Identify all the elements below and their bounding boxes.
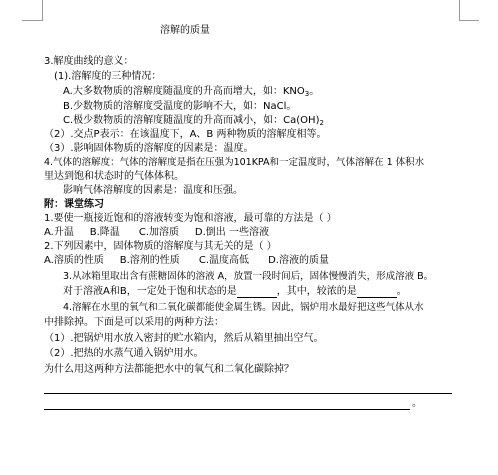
question-4-method-1: （1）.把锅炉用水放入密封的贮水箱内，然后从箱里抽出空气。 <box>44 333 324 344</box>
answer-blank-1[interactable] <box>237 288 277 298</box>
section-3-item-1: (1).溶解度的三种情况： <box>54 71 162 82</box>
section-3-item-1c-text: C.极少数物质的溶解度随温度的升高而减小，如：Ca(OH) <box>63 115 320 126</box>
question-4-method-2: （2）.把热的水蒸气通入锅炉用水。 <box>44 348 204 359</box>
question-4-line-1: 4.溶解在水里的氧气和二氧化碳都能使金属生锈。因此，锅炉用水最好把这些气体从水 <box>63 302 424 313</box>
question-1-options: A.升温 B.降温 C.加溶质 D.倒出 一些溶液 <box>44 227 269 238</box>
practice-heading: 附：课堂练习 <box>44 199 104 210</box>
question-4-line-2: 中排除掉。下面是可以采用的两种方法： <box>44 317 224 328</box>
answer-line-2[interactable] <box>44 409 410 410</box>
section-4-line-1: 4.气体的溶解度：气体的溶解度是指在压强为101KPA和一定温度时，气体溶解在 1 体积水 <box>44 157 425 168</box>
section-3-item-1c <box>63 114 324 127</box>
crop-mark-top-right-horizontal <box>459 20 479 21</box>
section-3-item-1a-subscript: 3 <box>304 90 310 98</box>
answer-line-1[interactable] <box>44 393 452 394</box>
question-3-line-1: 3.从冰箱里取出含有蔗糖固体的溶液 A，放置一段时间后，固体慢慢消失，形成溶液 B。 <box>63 271 434 282</box>
question-1: 1.要使一瓶接近饱和的溶液转变为饱和溶液，最可靠的方法是（ ） <box>44 213 337 224</box>
question-3-line-2-middle: ，其中，较浓的是 <box>276 286 357 297</box>
section-3-item-2: （2）.交点P表示：在该温度下，A、B 两种物质的溶解度相等。 <box>44 129 327 140</box>
question-4-prompt: 为什么用这两种方法都能把水中的氧气和二氧化碳除掉？ <box>44 364 294 375</box>
section-3-item-1a-text: A.大多数物质的溶解度随温度的升高而增大，如：KNO <box>63 86 305 97</box>
section-3-item-1c-subscript: 2 <box>319 119 324 127</box>
crop-mark-top-left-vertical <box>42 0 43 20</box>
section-3-item-1a-end: 。 <box>309 86 320 97</box>
answer-end-mark: 。 <box>412 398 422 409</box>
section-3-heading: 3.解度曲线的意义： <box>44 56 134 67</box>
question-2-options: A.溶质的性质 B.溶剂的性质 C.温度高低 D.溶液的质量 <box>44 255 329 266</box>
section-3-item-1b: B.少数物质的溶解度受温度的影响不大，如：NaCl。 <box>63 101 297 112</box>
crop-mark-top-left-horizontal <box>22 20 43 21</box>
question-2: 2.下列因素中，固体物质的溶解度与其无关的是（ ） <box>44 241 277 252</box>
section-4-line-2: 里达到饱和状态时的气体体积。 <box>44 171 184 182</box>
question-3-line-2 <box>63 285 407 298</box>
section-3-item-1a <box>63 85 319 98</box>
section-3-item-3: （3）.影响固体物质的溶解度的因素是：温度。 <box>44 143 254 154</box>
page-title: 溶解的质量 <box>160 25 210 36</box>
crop-mark-top-right-vertical <box>459 0 460 20</box>
answer-blank-2[interactable] <box>357 288 397 298</box>
question-3-line-2-end: 。 <box>396 286 407 297</box>
question-3-line-2-text: 对于溶液A和B，一定处于饱和状态的是 <box>63 286 237 297</box>
section-4-line-3: 影响气体溶解度的因素是：温度和压强。 <box>63 185 243 196</box>
